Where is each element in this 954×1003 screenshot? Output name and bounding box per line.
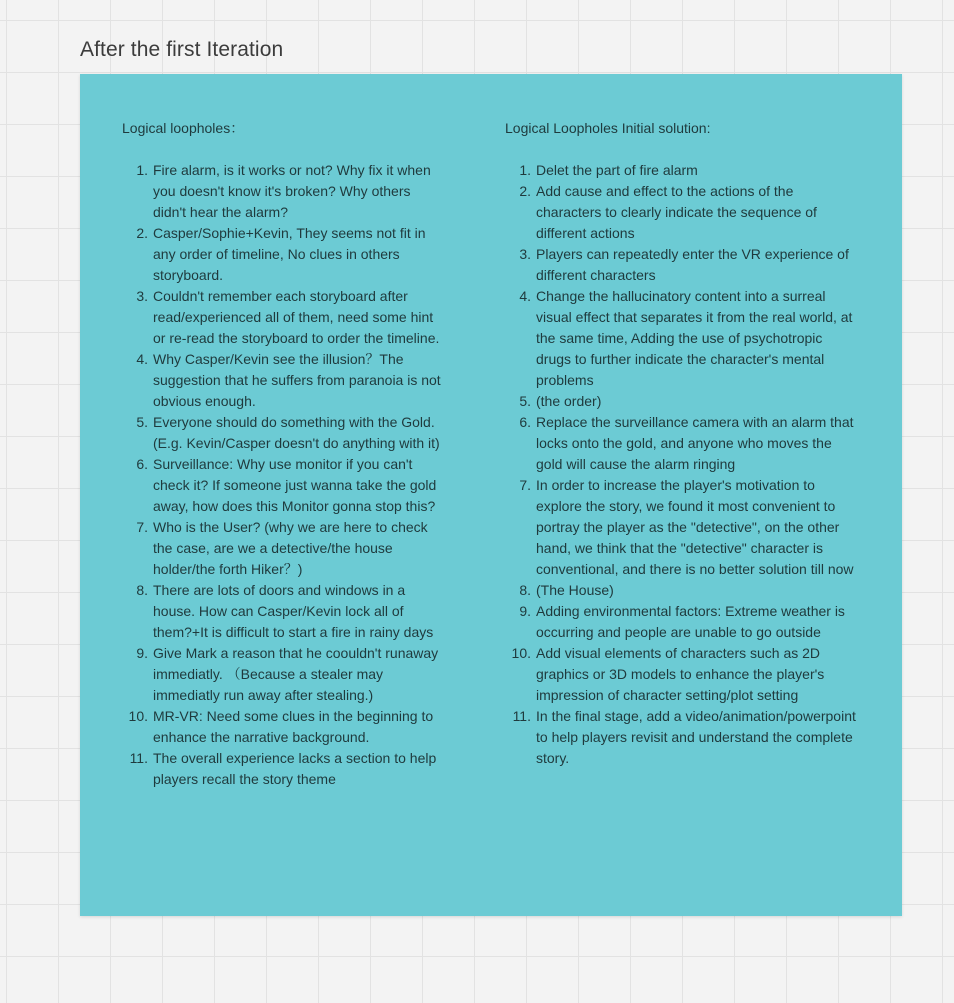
item-number: 3. <box>519 246 531 262</box>
item-text: Replace the surveillance camera with an alarm that locks onto the gold, and anyone who moves the gold will cause the alarm ringing <box>536 414 854 472</box>
item-number: 4. <box>519 288 531 304</box>
solutions-list <box>505 160 860 769</box>
item-text: (The House) <box>536 582 614 598</box>
item-text: Who is the User? (why we are here to check the case, are we a detective/the house holder/the forth Hiker？) <box>153 519 428 577</box>
item-text: Players can repeatedly enter the VR experience of different characters <box>536 246 849 283</box>
solution-item <box>505 601 860 643</box>
solution-item <box>505 181 860 244</box>
loophole-item <box>122 748 442 790</box>
loopholes-heading: Logical loopholes： <box>122 120 245 136</box>
item-text: Everyone should do something with the Gold.(E.g. Kevin/Casper doesn't do anything with it) <box>153 414 440 451</box>
item-text: Fire alarm, is it works or not? Why fix it when you doesn't know it's broken? Why others didn't hear the alarm? <box>153 162 431 220</box>
item-number: 5. <box>136 414 148 430</box>
solution-item <box>505 643 860 706</box>
item-number: 9. <box>519 603 531 619</box>
item-text: Casper/Sophie+Kevin, They seems not fit in any order of timeline, No clues in others storyboard. <box>153 225 426 283</box>
item-text: Give Mark a reason that he coouldn't runaway immediatly. （Because a stealer may immediatly run away after stealing.) <box>153 645 439 703</box>
loophole-item <box>122 412 442 454</box>
item-number: 1. <box>136 162 148 178</box>
item-text: In the final stage, add a video/animation/powerpoint to help players revisit and understand the complete story. <box>536 708 856 766</box>
item-text: Add visual elements of characters such as 2D graphics or 3D models to enhance the player's impression of character setting/plot setting <box>536 645 825 703</box>
item-text: (the order) <box>536 393 602 409</box>
item-number: 1. <box>519 162 531 178</box>
item-text: The overall experience lacks a section to help players recall the story theme <box>153 750 437 787</box>
item-number: 11. <box>512 708 531 724</box>
loophole-item <box>122 349 442 412</box>
solution-item <box>505 412 860 475</box>
item-number: 10. <box>128 708 148 724</box>
item-number: 6. <box>519 414 531 430</box>
item-number: 8. <box>519 582 531 598</box>
item-number: 11. <box>129 750 148 766</box>
item-text: Delet the part of fire alarm <box>536 162 698 178</box>
solution-item <box>505 286 860 391</box>
loophole-item <box>122 643 442 706</box>
item-number: 8. <box>136 582 148 598</box>
solution-item <box>505 706 860 769</box>
item-text: MR-VR: Need some clues in the beginning to enhance the narrative background. <box>153 708 434 745</box>
solution-item <box>505 244 860 286</box>
item-text: Why Casper/Kevin see the illusion？The suggestion that he suffers from paranoia is not obvious enough. <box>153 351 441 409</box>
loophole-item <box>122 286 442 349</box>
solution-item <box>505 580 860 601</box>
item-number: 7. <box>136 519 148 535</box>
solutions-heading: Logical Loopholes Initial solution: <box>505 120 711 136</box>
item-text: In order to increase the player's motivation to explore the story, we found it most convenient to portray the player as the "detective", on the other hand, we think that the "detective" character is conventional, and there is no better solution till now <box>536 477 854 577</box>
item-number: 2. <box>519 183 531 199</box>
item-number: 5. <box>519 393 531 409</box>
sticky-note[interactable] <box>80 74 902 916</box>
item-number: 2. <box>136 225 148 241</box>
item-text: Couldn't remember each storyboard after read/experienced all of them, need some hint or re-read the storyboard to order the timeline. <box>153 288 440 346</box>
loopholes-list <box>122 160 442 790</box>
solution-item <box>505 475 860 580</box>
loophole-item <box>122 223 442 286</box>
item-text: Change the hallucinatory content into a surreal visual effect that separates it from the real world, at the same time, Adding the use of psychotropic drugs to further indicate the character's mental problems <box>536 288 853 388</box>
item-number: 9. <box>136 645 148 661</box>
item-number: 4. <box>136 351 148 367</box>
frame-title[interactable]: After the first Iteration <box>80 38 284 61</box>
item-text: Surveillance: Why use monitor if you can't check it? If someone just wanna take the gold away, how does this Monitor gonna stop this? <box>153 456 437 514</box>
item-text: Add cause and effect to the actions of the characters to clearly indicate the sequence of different actions <box>536 183 817 241</box>
item-text: There are lots of doors and windows in a house. How can Casper/Kevin lock all of them?+It is difficult to start a fire in rainy days <box>153 582 434 640</box>
loopholes-column <box>122 118 442 790</box>
loophole-item <box>122 517 442 580</box>
solutions-column <box>505 118 860 769</box>
item-number: 6. <box>136 456 148 472</box>
item-number: 7. <box>519 477 531 493</box>
loophole-item <box>122 454 442 517</box>
item-number: 3. <box>136 288 148 304</box>
solution-item <box>505 160 860 181</box>
item-number: 10. <box>511 645 531 661</box>
loophole-item <box>122 580 442 643</box>
loophole-item <box>122 706 442 748</box>
item-text: Adding environmental factors: Extreme weather is occurring and people are unable to go outside <box>536 603 845 640</box>
loophole-item <box>122 160 442 223</box>
solution-item <box>505 391 860 412</box>
